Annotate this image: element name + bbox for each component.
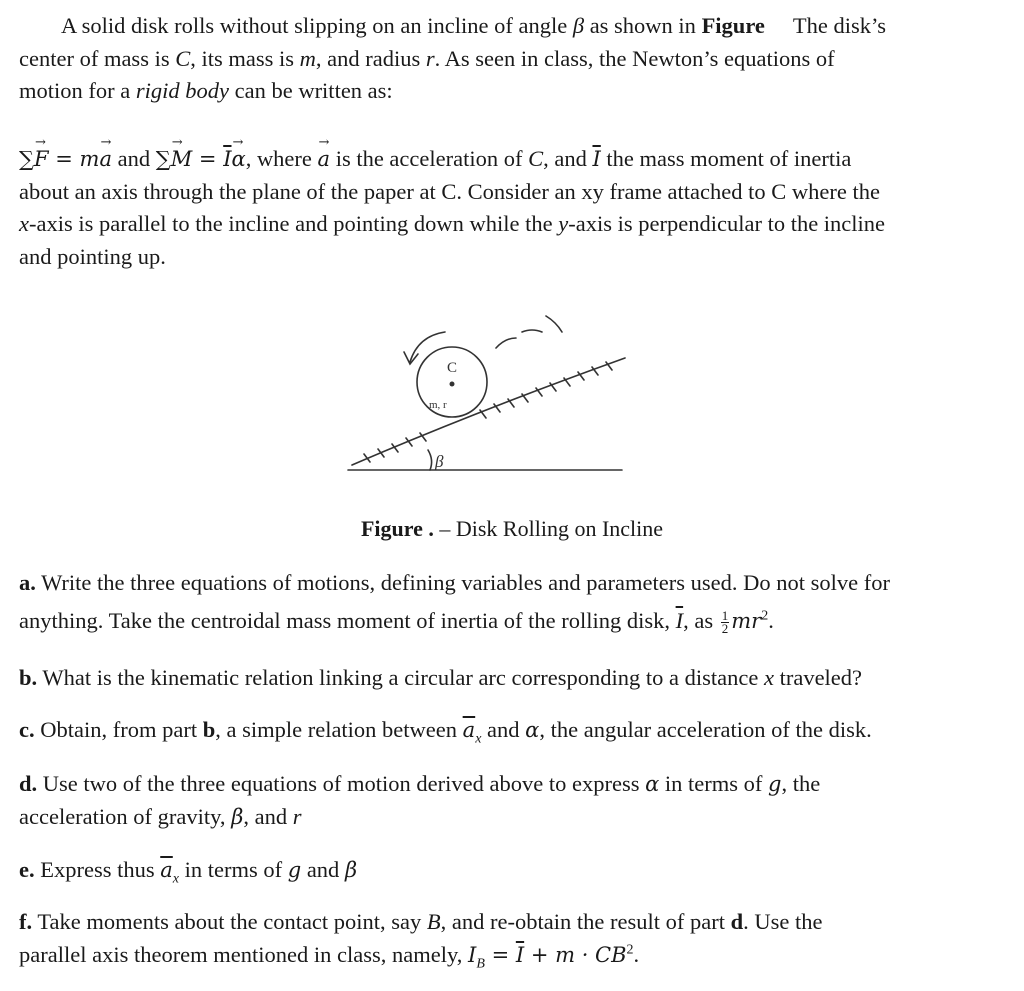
question-text: parallel axis theorem mentioned in class, namely, xyxy=(19,941,469,967)
fraction-denominator: 2 xyxy=(721,621,729,637)
intro-text: as shown in xyxy=(584,13,702,38)
inertia-bar: $\overline{I}$ xyxy=(592,147,601,171)
question-text: , the xyxy=(781,771,821,796)
symbol-x: x xyxy=(19,211,29,236)
equations-paragraph xyxy=(19,143,979,273)
question-text: and xyxy=(301,857,345,882)
intro-paragraph xyxy=(19,10,979,108)
label-mr: m, r xyxy=(429,399,447,411)
question-f xyxy=(19,906,979,971)
equation-text: -axis is perpendicular to the incline xyxy=(568,211,886,236)
question-text: Use two of the three equations of motion derived above to express xyxy=(37,771,646,796)
intro-text: motion for a xyxy=(19,78,136,103)
symbol-C: C xyxy=(175,45,191,71)
question-label: f. xyxy=(19,909,33,934)
equation-text: -axis is parallel to the incline and pointing down while the xyxy=(29,211,559,236)
period: . xyxy=(633,941,640,967)
symbol-CB: CB xyxy=(595,942,627,967)
intro-text: , its mass is xyxy=(190,45,300,71)
symbol-m: m xyxy=(79,147,100,171)
equation-text: , and xyxy=(543,146,593,171)
symbol-r: r xyxy=(292,803,302,829)
incline-line xyxy=(352,358,625,465)
acceleration-bar: $\overline{a}$ xyxy=(462,718,476,742)
fraction-numerator: 1 xyxy=(721,608,729,624)
symbol-alpha: α xyxy=(525,718,540,742)
figure-caption xyxy=(0,516,1024,542)
question-text: Take moments about the contact point, say xyxy=(32,909,427,934)
subscript-x: x xyxy=(172,871,179,887)
symbol-y: y xyxy=(558,211,569,236)
question-text: , as xyxy=(683,608,719,633)
question-text: traveled? xyxy=(773,665,863,690)
symbol-alpha: α xyxy=(645,772,660,796)
intro-text: . As seen in class, the Newton’s equations of xyxy=(434,45,835,71)
inertia-bar: $\overline{I}$ xyxy=(223,147,232,171)
question-text: and xyxy=(481,717,526,742)
motion-marks xyxy=(496,316,562,348)
part-reference: d xyxy=(730,909,744,934)
question-text: , the angular acceleration of the disk. xyxy=(539,717,872,742)
inertia-bar: $\overline{I}$ xyxy=(515,942,525,967)
symbol-m: m xyxy=(299,45,316,71)
equals-sign: = xyxy=(192,147,224,171)
question-label: a. xyxy=(19,570,36,595)
one-half-fraction xyxy=(721,610,730,635)
equation-text: , where xyxy=(245,146,318,171)
symbol-beta: β xyxy=(231,804,244,829)
symbol-B: B xyxy=(426,909,441,934)
intro-text: A solid disk rolls without slipping on an incline of angle xyxy=(61,13,573,38)
intro-text: center of mass is xyxy=(19,45,176,71)
sum-symbol: ∑ xyxy=(19,147,34,171)
acceleration-vector: → a xyxy=(99,143,112,176)
disk-incline-figure xyxy=(300,300,640,480)
angular-acceleration-vector: → α xyxy=(232,143,246,176)
question-text: Write the three equations of motions, defining variables and parameters used. Do not solve for xyxy=(35,570,890,595)
force-vector: → F xyxy=(34,143,49,176)
equation-text: and xyxy=(111,146,156,171)
symbol-g: g xyxy=(287,858,302,882)
question-text: , and re-obtain the result of part xyxy=(440,909,731,934)
question-text: in terms of xyxy=(659,771,769,796)
label-C: C xyxy=(447,360,458,376)
question-d xyxy=(19,768,979,833)
symbol-r: r xyxy=(425,45,435,71)
beta-symbol: β xyxy=(572,13,585,38)
question-b xyxy=(19,662,979,695)
inertia-bar: $\overline{I}$ xyxy=(675,608,684,633)
equation-text: is the acceleration of xyxy=(330,146,529,171)
symbol-mr: mr xyxy=(731,609,762,633)
rigid-body-term: rigid body xyxy=(135,78,229,103)
dot-operator: · xyxy=(575,942,596,967)
symbol-g: g xyxy=(768,772,782,796)
figure-reference: Figure xyxy=(701,13,765,38)
intro-text: can be written as: xyxy=(228,78,393,103)
question-text: , a simple relation between xyxy=(215,717,463,742)
equation-text: the mass moment of inertia xyxy=(600,146,852,171)
question-text: Express thus xyxy=(34,857,161,882)
caption-text: – Disk Rolling on Incline xyxy=(433,516,664,541)
question-label: b. xyxy=(19,665,38,690)
intro-text: , and radius xyxy=(315,45,426,71)
caption-label: Figure . xyxy=(360,516,434,541)
equation-text: about an axis through the plane of the paper at C. Consider an xy frame attached to C where the xyxy=(19,178,880,204)
beta-arc xyxy=(428,450,432,470)
exponent: 2 xyxy=(626,942,634,957)
acceleration-bar: $\overline{a}$ xyxy=(160,858,173,882)
equation-text: and pointing up. xyxy=(19,243,166,269)
question-label: c. xyxy=(19,717,35,742)
part-reference: b xyxy=(202,717,216,742)
question-label: e. xyxy=(19,857,35,882)
center-dot xyxy=(450,382,455,387)
plus-sign: + xyxy=(524,942,556,967)
sum-symbol: ∑ xyxy=(155,147,171,171)
intro-text: The disk’s xyxy=(792,13,887,38)
subscript-B: B xyxy=(476,956,485,971)
question-text: acceleration of gravity, xyxy=(19,803,232,829)
question-text: . Use the xyxy=(743,909,823,934)
subscript-x: x xyxy=(475,731,482,747)
question-text: anything. Take the centroidal mass moment of inertia of the rolling disk, xyxy=(19,608,676,633)
question-e xyxy=(19,854,979,887)
symbol-beta: β xyxy=(344,858,358,882)
question-a: a. Write the three equations of motions, defining variables and parameters used. Do not solve for anything. Take the centroidal mass moment of inertia of the rolling disk, $\overline{I}$, as $\frac{1}{2}$ $mr^2$. xyxy=(19,570,890,637)
equals-sign: = xyxy=(48,147,80,171)
exponent: 2 xyxy=(761,608,769,624)
moment-vector: → M xyxy=(171,143,193,176)
symbol-C: C xyxy=(528,146,544,171)
equals-sign: = xyxy=(484,942,516,967)
question-text: What is the kinematic relation linking a circular arc corresponding to a distance xyxy=(37,665,764,690)
label-beta: β xyxy=(435,452,444,471)
symbol-m: m xyxy=(555,942,576,967)
question-text: Obtain, from part xyxy=(34,717,203,742)
symbol-I: I xyxy=(468,942,477,967)
question-label: d. xyxy=(19,771,38,796)
symbol-x: x xyxy=(763,665,774,690)
question-c xyxy=(19,714,979,747)
acceleration-vector: → a xyxy=(318,143,331,176)
question-text: in terms of xyxy=(179,857,288,882)
question-text: , and xyxy=(243,803,293,829)
